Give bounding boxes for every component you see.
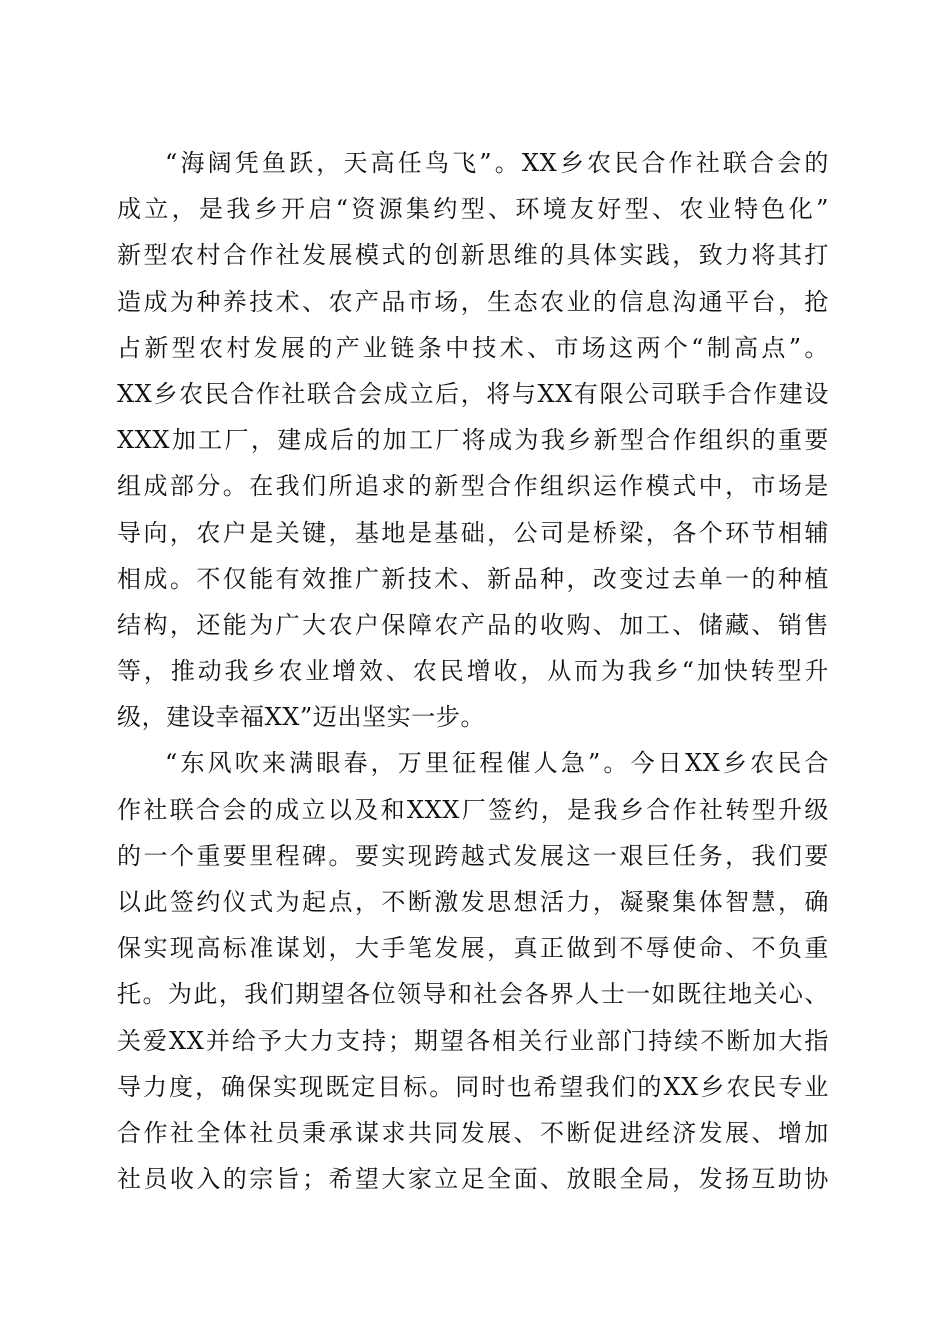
paragraph-1-line-6: XX乡农民合作社联合会成立后，将与XX有限公司联手合作建设	[117, 379, 829, 408]
paragraph-1-line-13: 级，建设幸福XX”迈出坚实一步。	[117, 703, 486, 732]
paragraph-1-line-1: “海阔凭鱼跃，天高任鸟飞”。XX乡农民合作社联合会的	[165, 149, 829, 177]
paragraph-2-line-7: 关爱XX并给予大力支持；期望各相关行业部门持续不断加大指	[117, 1026, 829, 1055]
paragraph-1-line-9: 导向，农户是关键，基地是基础，公司是桥梁，各个环节相辅	[117, 518, 829, 547]
paragraph-1-line-10: 相成。不仅能有效推广新技术、新品种，改变过去单一的种植	[117, 564, 829, 593]
paragraph-2-line-2: 作社联合会的成立以及和XXX厂签约，是我乡合作社转型升级	[117, 795, 829, 824]
paragraph-2-line-3: 的一个重要里程碑。要实现跨越式发展这一艰巨任务，我们要	[117, 841, 829, 870]
paragraph-2-line-9: 合作社全体社员秉承谋求共同发展、不断促进经济发展、增加	[117, 1118, 829, 1147]
paragraph-2-line-6: 托。为此，我们期望各位领导和社会各界人士一如既往地关心、	[117, 980, 829, 1009]
paragraph-1-line-3: 新型农村合作社发展模式的创新思维的具体实践，致力将其打	[117, 241, 829, 270]
paragraph-1-line-2: 成立，是我乡开启“资源集约型、环境友好型、农业特色化”	[117, 195, 829, 224]
paragraph-1-line-8: 组成部分。在我们所追求的新型合作组织运作模式中，市场是	[117, 472, 829, 501]
paragraph-1-line-12: 等，推动我乡农业增效、农民增收，从而为我乡“加快转型升	[117, 657, 829, 686]
paragraph-2-line-10: 社员收入的宗旨；希望大家立足全面、放眼全局，发扬互助协	[117, 1165, 829, 1194]
paragraph-1-line-11: 结构，还能为广大农户保障农产品的收购、加工、储藏、销售	[117, 610, 829, 639]
paragraph-1-line-5: 占新型农村发展的产业链条中技术、市场这两个“制高点”。	[117, 333, 829, 362]
paragraph-1-line-7: XXX加工厂，建成后的加工厂将成为我乡新型合作组织的重要	[117, 426, 829, 455]
paragraph-2-line-5: 保实现高标准谋划，大手笔发展，真正做到不辱使命、不负重	[117, 934, 829, 963]
paragraph-2-line-8: 导力度，确保实现既定目标。同时也希望我们的XX乡农民专业	[117, 1072, 829, 1101]
paragraph-2-line-4: 以此签约仪式为起点，不断激发思想活力，凝聚集体智慧，确	[117, 888, 829, 916]
paragraph-1-line-4: 造成为种养技术、农产品市场，生态农业的信息沟通平台，抢	[117, 287, 829, 316]
body-text	[117, 140, 829, 1202]
paragraph-2-line-1: “东风吹来满眼春，万里征程催人急”。今日XX乡农民合	[165, 749, 829, 778]
